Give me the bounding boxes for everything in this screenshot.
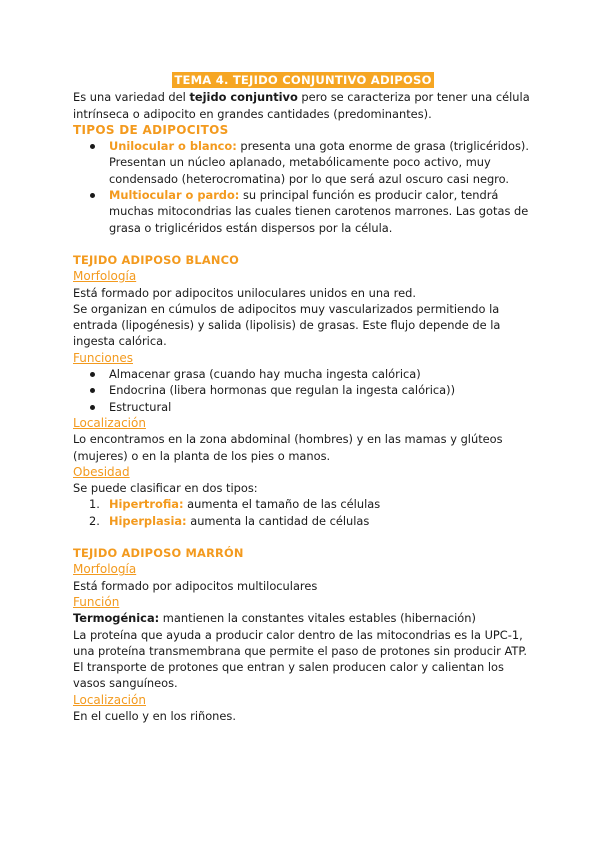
intro-paragraph <box>73 89 533 122</box>
marron-funcion-line: El transporte de protones que entran y salen producen calor y calientan los vasos sanguíneos. <box>73 660 504 691</box>
marron-localizacion-text: En el cuello y en los riñones. <box>73 708 236 723</box>
tipos-item-text: presenta una gota enorme de grasa (triglicéridos). Presentan un núcleo aplanado, metabólicamente poco activo, muy condensado (heterocromatina) por lo que será azul oscuro casi negro. <box>109 139 529 186</box>
marron-heading: TEJIDO ADIPOSO MARRÓN <box>73 546 244 561</box>
obesidad-intro: Se puede clasificar en dos tipos: <box>73 481 258 496</box>
tipos-list <box>73 138 533 236</box>
blanco-localizacion-text: Lo encontramos en la zona abdominal (hombres) y en las mamas y glúteos (mujeres) o en la planta de los pies o manos. <box>73 432 503 463</box>
list-number: 1. <box>89 497 100 512</box>
list-number: 2. <box>89 513 100 528</box>
tipos-heading: TIPOS DE ADIPOCITOS <box>73 122 229 137</box>
marron-morfologia-text: Está formado por adipocitos multiloculares <box>73 578 318 593</box>
blanco-morfologia-heading: Morfología <box>73 269 137 284</box>
blanco-funciones-heading: Funciones <box>73 350 133 365</box>
obesidad-heading: Obesidad <box>73 464 130 479</box>
tipos-item-unilocular <box>73 138 533 187</box>
funcion-bold: Termogénica: <box>73 611 160 626</box>
funciones-item: Endocrina (libera hormonas que regulan la ingesta calórica)) <box>73 382 533 398</box>
marron-funcion-line: La proteína que ayuda a producir calor dentro de las mitocondrias es la UPC-1, una proteína transmembrana que permite el paso de protones sin producir ATP. <box>73 627 528 658</box>
marron-funcion-line <box>73 610 533 626</box>
obesidad-item-label: Hipertrofia: <box>109 497 184 512</box>
tipos-item-text: su principal función es producir calor, tendrá muchas mitocondrias las cuales tienen carotenos marrones. Las gotas de grasa o triglicéridos están dispersos por la célula. <box>109 188 529 235</box>
obesidad-item-hipertrofia <box>73 496 533 512</box>
obesidad-item-label: Hiperplasia: <box>109 513 187 528</box>
document-page <box>73 72 533 724</box>
intro-pre: Es una variedad del <box>73 90 190 105</box>
blanco-morfologia-line: Está formado por adipocitos uniloculares unidos en una red. <box>73 285 416 300</box>
funciones-item: Estructural <box>73 399 533 415</box>
intro-bold: tejido conjuntivo <box>189 90 298 105</box>
tipos-item-label: Unilocular o blanco: <box>109 139 237 154</box>
marron-funcion-heading: Función <box>73 594 120 609</box>
funciones-item: Almacenar grasa (cuando hay mucha ingesta calórica) <box>73 366 533 382</box>
blanco-heading: TEJIDO ADIPOSO BLANCO <box>73 252 240 267</box>
title-wrap <box>73 72 533 88</box>
tipos-item-label: Multiocular o pardo: <box>109 188 240 203</box>
funciones-list <box>73 366 533 415</box>
obesidad-list <box>73 496 533 529</box>
obesidad-item-hiperplasia <box>73 513 533 529</box>
intro-post: pero se caracteriza por tener una célula intrínseca o adipocito en grandes cantidades (predominantes). <box>73 90 530 121</box>
blanco-localizacion-heading: Localización <box>73 415 146 430</box>
marron-morfologia-heading: Morfología <box>73 562 137 577</box>
obesidad-item-text: aumenta el tamaño de las células <box>183 497 381 512</box>
funcion-text: mantienen la constantes vitales estables (hibernación) <box>159 611 476 626</box>
blanco-morfologia-line: Se organizan en cúmulos de adipocitos muy vascularizados permitiendo la entrada (lipogénesis) y salida (lipolisis) de grasas. Este flujo depende de la ingesta calórica. <box>73 301 501 349</box>
obesidad-item-text: aumenta la cantidad de células <box>186 513 370 528</box>
marron-localizacion-heading: Localización <box>73 692 146 707</box>
tipos-item-multiocular <box>73 187 533 236</box>
page-title: TEMA 4. TEJIDO CONJUNTIVO ADIPOSO <box>174 73 432 87</box>
